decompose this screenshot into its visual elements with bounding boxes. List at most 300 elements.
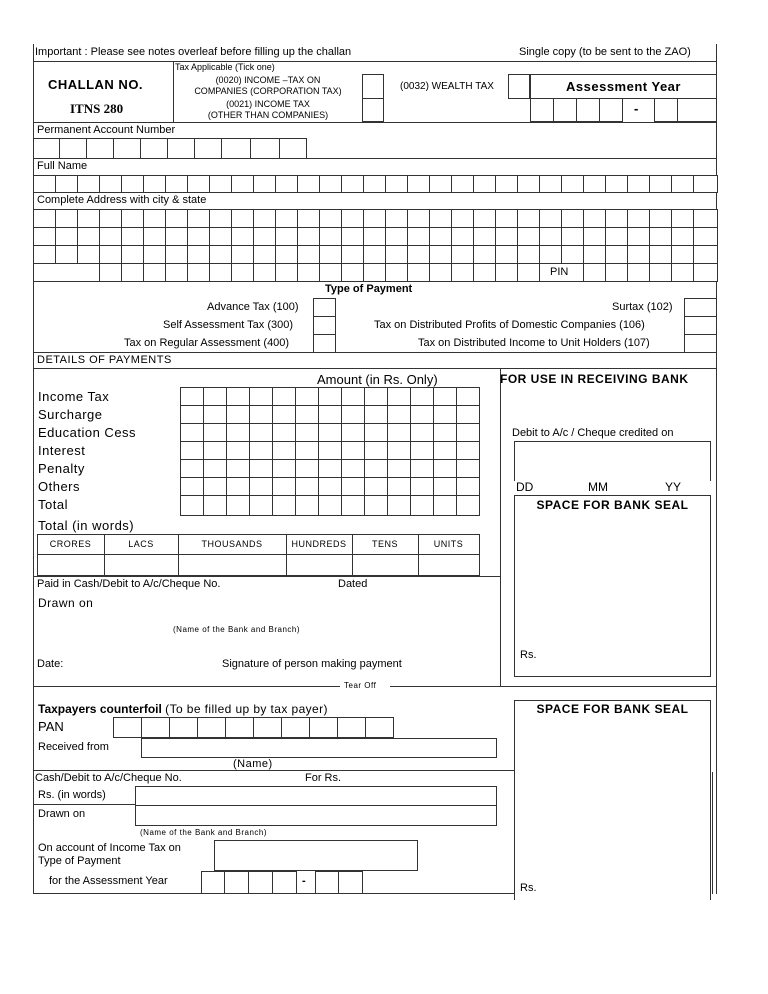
amount-digit-cell[interactable] bbox=[387, 477, 411, 496]
address-char-cell[interactable] bbox=[671, 227, 694, 246]
amount-row-label: Others bbox=[38, 479, 81, 494]
address-char-cell[interactable] bbox=[275, 209, 298, 228]
amount-digit-cell[interactable] bbox=[226, 459, 250, 478]
name-char-cell[interactable] bbox=[33, 175, 56, 193]
amount-digit-cell[interactable] bbox=[249, 423, 273, 442]
amount-digit-cell[interactable] bbox=[226, 405, 250, 424]
address-char-cell[interactable] bbox=[33, 245, 56, 264]
address-char-cell[interactable] bbox=[143, 209, 166, 228]
amount-digit-cell[interactable] bbox=[387, 387, 411, 406]
address-char-cell[interactable] bbox=[649, 245, 672, 264]
address-char-cell[interactable] bbox=[517, 263, 540, 282]
amount-digit-cell[interactable] bbox=[295, 387, 319, 406]
amount-digit-cell[interactable] bbox=[295, 459, 319, 478]
rs-words-input[interactable] bbox=[135, 786, 497, 806]
name-char-cell[interactable] bbox=[209, 175, 232, 193]
ay-digit-5[interactable] bbox=[654, 98, 678, 122]
self-assessment-checkbox[interactable] bbox=[313, 316, 336, 335]
counterfoil-ay-cell[interactable] bbox=[272, 871, 297, 894]
address-char-cell[interactable] bbox=[231, 209, 254, 228]
name-char-cell[interactable] bbox=[319, 175, 342, 193]
pin-cell[interactable] bbox=[671, 263, 694, 282]
amount-digit-cell[interactable] bbox=[410, 477, 434, 496]
address-char-cell[interactable] bbox=[99, 209, 122, 228]
address-char-cell[interactable] bbox=[539, 227, 562, 246]
address-char-cell[interactable] bbox=[561, 209, 584, 228]
pan-digit-cell[interactable] bbox=[140, 138, 168, 159]
address-char-cell[interactable] bbox=[407, 227, 430, 246]
address-char-cell[interactable] bbox=[495, 209, 518, 228]
address-char-cell[interactable] bbox=[385, 209, 408, 228]
amount-digit-cell[interactable] bbox=[318, 405, 342, 424]
name-char-cell[interactable] bbox=[187, 175, 210, 193]
amount-digit-cell[interactable] bbox=[341, 459, 365, 478]
payment-type-top-line bbox=[33, 281, 717, 282]
address-char-cell[interactable] bbox=[407, 263, 430, 282]
pan-digit-cell[interactable] bbox=[113, 138, 141, 159]
name-char-cell[interactable] bbox=[99, 175, 122, 193]
advance-tax-checkbox[interactable] bbox=[313, 298, 336, 317]
counterfoil-pan-cell[interactable] bbox=[169, 717, 198, 738]
amount-digit-cell[interactable] bbox=[364, 459, 388, 478]
address-char-cell[interactable] bbox=[693, 245, 718, 264]
address-char-cell[interactable] bbox=[363, 263, 386, 282]
distributed-profits-checkbox[interactable] bbox=[684, 316, 717, 335]
amount-digit-cell[interactable] bbox=[318, 477, 342, 496]
ay-digit-1[interactable] bbox=[530, 98, 554, 122]
pin-cell[interactable] bbox=[583, 263, 606, 282]
amount-digit-cell[interactable] bbox=[410, 405, 434, 424]
address-char-cell[interactable] bbox=[341, 245, 364, 264]
address-char-cell[interactable] bbox=[341, 209, 364, 228]
amount-digit-cell[interactable] bbox=[364, 477, 388, 496]
denomination-input-cell[interactable] bbox=[352, 554, 419, 576]
amount-digit-cell[interactable] bbox=[180, 459, 204, 478]
counterfoil-ay-cell[interactable] bbox=[338, 871, 363, 894]
address-char-cell[interactable] bbox=[693, 227, 718, 246]
address-char-cell[interactable] bbox=[165, 209, 188, 228]
address-char-cell[interactable] bbox=[671, 245, 694, 264]
address-char-cell[interactable] bbox=[187, 227, 210, 246]
address-char-cell[interactable] bbox=[209, 209, 232, 228]
pan-digit-cell[interactable] bbox=[250, 138, 280, 159]
address-char-cell[interactable] bbox=[209, 263, 232, 282]
amount-digit-cell[interactable] bbox=[318, 441, 342, 460]
address-char-cell[interactable] bbox=[165, 227, 188, 246]
address-char-cell[interactable] bbox=[451, 245, 474, 264]
amount-digit-cell[interactable] bbox=[249, 495, 273, 516]
address-char-cell[interactable] bbox=[583, 209, 606, 228]
address-char-cell[interactable] bbox=[649, 227, 672, 246]
address-char-cell[interactable] bbox=[231, 245, 254, 264]
address-char-cell[interactable] bbox=[363, 209, 386, 228]
amount-digit-cell[interactable] bbox=[387, 441, 411, 460]
address-char-cell[interactable] bbox=[429, 227, 452, 246]
counterfoil-ay-cell[interactable] bbox=[201, 871, 225, 894]
amount-digit-cell[interactable] bbox=[249, 459, 273, 478]
address-char-cell[interactable] bbox=[385, 245, 408, 264]
address-char-cell[interactable] bbox=[539, 245, 562, 264]
amount-digit-cell[interactable] bbox=[341, 477, 365, 496]
amount-digit-cell[interactable] bbox=[272, 441, 296, 460]
name-char-cell[interactable] bbox=[671, 175, 694, 193]
address-char-cell[interactable] bbox=[143, 227, 166, 246]
amount-digit-cell[interactable] bbox=[272, 459, 296, 478]
amount-digit-cell[interactable] bbox=[249, 477, 273, 496]
amount-digit-cell[interactable] bbox=[180, 495, 204, 516]
address-char-cell[interactable] bbox=[605, 209, 628, 228]
address-char-cell[interactable] bbox=[583, 227, 606, 246]
amount-digit-cell[interactable] bbox=[318, 459, 342, 478]
amount-digit-cell[interactable] bbox=[295, 495, 319, 516]
address-char-cell[interactable] bbox=[297, 263, 320, 282]
amount-digit-cell[interactable] bbox=[410, 495, 434, 516]
address-char-cell[interactable] bbox=[121, 245, 144, 264]
denomination-input-cell[interactable] bbox=[37, 554, 105, 576]
amount-digit-cell[interactable] bbox=[410, 441, 434, 460]
amount-digit-cell[interactable] bbox=[410, 423, 434, 442]
name-char-cell[interactable] bbox=[143, 175, 166, 193]
address-char-cell[interactable] bbox=[385, 263, 408, 282]
address-char-cell[interactable] bbox=[231, 227, 254, 246]
address-char-cell[interactable] bbox=[517, 227, 540, 246]
counterfoil-pan-cell[interactable] bbox=[281, 717, 310, 738]
surtax-checkbox[interactable] bbox=[684, 298, 717, 317]
ay-digit-6[interactable] bbox=[677, 98, 717, 122]
address-char-cell[interactable] bbox=[143, 245, 166, 264]
address-char-cell[interactable] bbox=[605, 245, 628, 264]
address-char-cell[interactable] bbox=[363, 227, 386, 246]
address-char-cell[interactable] bbox=[561, 227, 584, 246]
amount-digit-cell[interactable] bbox=[318, 423, 342, 442]
address-char-cell[interactable] bbox=[363, 245, 386, 264]
address-char-cell[interactable] bbox=[121, 227, 144, 246]
amount-digit-cell[interactable] bbox=[295, 441, 319, 460]
address-char-cell[interactable] bbox=[473, 227, 496, 246]
counterfoil-ay-cell[interactable] bbox=[248, 871, 273, 894]
distributed-income-checkbox[interactable] bbox=[684, 334, 717, 353]
amount-digit-cell[interactable] bbox=[272, 405, 296, 424]
name-char-cell[interactable] bbox=[561, 175, 584, 193]
address-char-cell[interactable] bbox=[385, 227, 408, 246]
name-char-cell[interactable] bbox=[275, 175, 298, 193]
address-char-cell[interactable] bbox=[627, 227, 650, 246]
address-char-cell[interactable] bbox=[121, 209, 144, 228]
denomination-input-cell[interactable] bbox=[418, 554, 480, 576]
name-char-cell[interactable] bbox=[605, 175, 628, 193]
pan-digit-cell[interactable] bbox=[167, 138, 195, 159]
address-char-cell[interactable] bbox=[319, 263, 342, 282]
address-char-cell[interactable] bbox=[33, 209, 56, 228]
address-char-cell[interactable] bbox=[77, 227, 100, 246]
amount-digit-cell[interactable] bbox=[387, 495, 411, 516]
address-char-cell[interactable] bbox=[121, 263, 144, 282]
address-char-cell[interactable] bbox=[429, 245, 452, 264]
name-char-cell[interactable] bbox=[253, 175, 276, 193]
pan-digit-cell[interactable] bbox=[33, 138, 60, 159]
name-char-cell[interactable] bbox=[517, 175, 540, 193]
amount-digit-cell[interactable] bbox=[226, 441, 250, 460]
address-char-cell[interactable] bbox=[297, 209, 320, 228]
address-char-cell[interactable] bbox=[297, 227, 320, 246]
denomination-input-cell[interactable] bbox=[178, 554, 287, 576]
address-char-cell[interactable] bbox=[231, 263, 254, 282]
amount-digit-cell[interactable] bbox=[249, 405, 273, 424]
address-char-cell[interactable] bbox=[99, 227, 122, 246]
address-char-cell[interactable] bbox=[77, 245, 100, 264]
address-char-cell[interactable] bbox=[143, 263, 166, 282]
counterfoil-pan-cell[interactable] bbox=[225, 717, 254, 738]
name-char-cell[interactable] bbox=[121, 175, 144, 193]
amount-digit-cell[interactable] bbox=[226, 423, 250, 442]
counterfoil-pan-label: PAN bbox=[38, 719, 64, 734]
name-char-cell[interactable] bbox=[165, 175, 188, 193]
amount-digit-cell[interactable] bbox=[272, 423, 296, 442]
name-char-cell[interactable] bbox=[539, 175, 562, 193]
amount-digit-cell[interactable] bbox=[387, 423, 411, 442]
amount-digit-cell[interactable] bbox=[341, 405, 365, 424]
address-char-cell[interactable] bbox=[539, 209, 562, 228]
amount-digit-cell[interactable] bbox=[295, 405, 319, 424]
address-char-cell[interactable] bbox=[253, 227, 276, 246]
pan-digit-cell[interactable] bbox=[279, 138, 307, 159]
address-char-cell[interactable] bbox=[495, 263, 518, 282]
counterfoil-pan-cell[interactable] bbox=[197, 717, 226, 738]
address-char-cell[interactable] bbox=[77, 209, 100, 228]
address-char-cell[interactable] bbox=[319, 245, 342, 264]
amount-digit-cell[interactable] bbox=[433, 477, 457, 496]
address-char-cell[interactable] bbox=[253, 209, 276, 228]
amount-digit-cell[interactable] bbox=[249, 441, 273, 460]
address-char-cell[interactable] bbox=[473, 263, 496, 282]
amount-digit-cell[interactable] bbox=[433, 423, 457, 442]
received-from-input[interactable] bbox=[141, 738, 497, 758]
amount-digit-cell[interactable] bbox=[180, 423, 204, 442]
amount-digit-cell[interactable] bbox=[203, 387, 227, 406]
amount-digit-cell[interactable] bbox=[364, 405, 388, 424]
amount-digit-cell[interactable] bbox=[249, 387, 273, 406]
address-char-cell[interactable] bbox=[55, 227, 78, 246]
name-char-cell[interactable] bbox=[77, 175, 100, 193]
name-char-cell[interactable] bbox=[341, 175, 364, 193]
amount-digit-cell[interactable] bbox=[318, 387, 342, 406]
name-char-cell[interactable] bbox=[231, 175, 254, 193]
amount-digit-cell[interactable] bbox=[433, 387, 457, 406]
amount-digit-cell[interactable] bbox=[341, 441, 365, 460]
amount-digit-cell[interactable] bbox=[180, 405, 204, 424]
amount-digit-cell[interactable] bbox=[341, 423, 365, 442]
address-char-cell[interactable] bbox=[495, 227, 518, 246]
amount-digit-cell[interactable] bbox=[433, 441, 457, 460]
amount-digit-cell[interactable] bbox=[456, 423, 480, 442]
amount-digit-cell[interactable] bbox=[364, 423, 388, 442]
name-char-cell[interactable] bbox=[451, 175, 474, 193]
name-char-cell[interactable] bbox=[473, 175, 496, 193]
amount-digit-cell[interactable] bbox=[364, 441, 388, 460]
counterfoil-pan-cell[interactable] bbox=[309, 717, 338, 738]
address-char-cell[interactable] bbox=[451, 209, 474, 228]
address-char-cell[interactable] bbox=[407, 209, 430, 228]
address-char-cell[interactable] bbox=[253, 263, 276, 282]
address-char-cell[interactable] bbox=[275, 263, 298, 282]
denomination-input-cell[interactable] bbox=[286, 554, 353, 576]
name-char-cell[interactable] bbox=[693, 175, 718, 193]
amount-digit-cell[interactable] bbox=[318, 495, 342, 516]
amount-digit-cell[interactable] bbox=[387, 459, 411, 478]
address-char-cell[interactable] bbox=[583, 245, 606, 264]
counterfoil-ay-cell[interactable] bbox=[224, 871, 249, 894]
amount-digit-cell[interactable] bbox=[456, 495, 480, 516]
address-char-cell[interactable] bbox=[341, 263, 364, 282]
address-char-cell[interactable] bbox=[99, 245, 122, 264]
address-char-cell[interactable] bbox=[165, 245, 188, 264]
amount-digit-cell[interactable] bbox=[295, 477, 319, 496]
pin-cell[interactable] bbox=[693, 263, 718, 282]
denomination-header-label: LACS bbox=[128, 539, 154, 549]
address-char-cell[interactable] bbox=[407, 245, 430, 264]
cf-drawn-on-input[interactable] bbox=[135, 805, 497, 826]
amount-digit-cell[interactable] bbox=[433, 405, 457, 424]
address-char-cell[interactable] bbox=[319, 209, 342, 228]
address-char-cell[interactable] bbox=[473, 245, 496, 264]
address-char-cell[interactable] bbox=[297, 245, 320, 264]
amount-digit-cell[interactable] bbox=[456, 477, 480, 496]
address-char-cell[interactable] bbox=[649, 209, 672, 228]
address-char-cell[interactable] bbox=[319, 227, 342, 246]
address-char-cell[interactable] bbox=[165, 263, 188, 282]
amount-digit-cell[interactable] bbox=[456, 405, 480, 424]
pin-cell[interactable] bbox=[627, 263, 650, 282]
counterfoil-pan-cell[interactable] bbox=[337, 717, 366, 738]
address-char-cell[interactable] bbox=[429, 263, 452, 282]
amount-digit-cell[interactable] bbox=[433, 459, 457, 478]
amount-digit-cell[interactable] bbox=[203, 495, 227, 516]
address-char-cell[interactable] bbox=[429, 209, 452, 228]
debit-credited-date-box[interactable] bbox=[514, 441, 711, 481]
address-char-cell[interactable] bbox=[55, 209, 78, 228]
name-char-cell[interactable] bbox=[407, 175, 430, 193]
name-char-cell[interactable] bbox=[297, 175, 320, 193]
pan-digit-cell[interactable] bbox=[59, 138, 87, 159]
denomination-input-cell[interactable] bbox=[104, 554, 179, 576]
ay-digit-4[interactable] bbox=[599, 98, 623, 122]
opt-0021-checkbox[interactable] bbox=[362, 98, 384, 122]
address-char-cell[interactable] bbox=[451, 227, 474, 246]
amount-digit-cell[interactable] bbox=[341, 387, 365, 406]
address-char-cell[interactable] bbox=[253, 245, 276, 264]
pan-digit-cell[interactable] bbox=[221, 138, 251, 159]
pin-cell[interactable] bbox=[605, 263, 628, 282]
address-char-cell[interactable] bbox=[209, 245, 232, 264]
address-char-cell[interactable] bbox=[187, 245, 210, 264]
name-char-cell[interactable] bbox=[55, 175, 78, 193]
name-char-cell[interactable] bbox=[363, 175, 386, 193]
amount-digit-cell[interactable] bbox=[203, 423, 227, 442]
amount-digit-cell[interactable] bbox=[272, 495, 296, 516]
amount-digit-cell[interactable] bbox=[456, 459, 480, 478]
address-char-cell[interactable] bbox=[473, 209, 496, 228]
address-char-cell[interactable] bbox=[495, 245, 518, 264]
on-account-input[interactable] bbox=[214, 840, 418, 871]
address-char-cell[interactable] bbox=[561, 245, 584, 264]
amount-digit-cell[interactable] bbox=[364, 495, 388, 516]
counterfoil-pan-cell[interactable] bbox=[113, 717, 142, 738]
address-char-cell[interactable] bbox=[341, 227, 364, 246]
amount-digit-cell[interactable] bbox=[410, 387, 434, 406]
amount-digit-cell[interactable] bbox=[203, 405, 227, 424]
ay-digit-2[interactable] bbox=[553, 98, 577, 122]
amount-digit-cell[interactable] bbox=[341, 495, 365, 516]
opt-0020-checkbox[interactable] bbox=[362, 74, 384, 99]
address-char-cell[interactable] bbox=[517, 245, 540, 264]
counterfoil-pan-cell[interactable] bbox=[365, 717, 394, 738]
amount-digit-cell[interactable] bbox=[410, 459, 434, 478]
amount-digit-cell[interactable] bbox=[295, 423, 319, 442]
address-char-cell[interactable] bbox=[671, 209, 694, 228]
address-char-cell[interactable] bbox=[605, 227, 628, 246]
address-char-cell[interactable] bbox=[275, 227, 298, 246]
ay-digit-3[interactable] bbox=[576, 98, 600, 122]
amount-digit-cell[interactable] bbox=[180, 441, 204, 460]
address-char-cell[interactable] bbox=[517, 209, 540, 228]
counterfoil-pan-cell[interactable] bbox=[141, 717, 170, 738]
amount-digit-cell[interactable] bbox=[226, 477, 250, 496]
address-char-cell[interactable] bbox=[55, 245, 78, 264]
amount-digit-cell[interactable] bbox=[180, 387, 204, 406]
form-left-border bbox=[33, 44, 34, 894]
name-char-cell[interactable] bbox=[495, 175, 518, 193]
amount-digit-cell[interactable] bbox=[203, 441, 227, 460]
amount-digit-cell[interactable] bbox=[456, 441, 480, 460]
amount-digit-cell[interactable] bbox=[456, 387, 480, 406]
name-char-cell[interactable] bbox=[583, 175, 606, 193]
address-char-cell[interactable] bbox=[275, 245, 298, 264]
address-char-cell[interactable] bbox=[33, 263, 100, 282]
address-char-cell[interactable] bbox=[693, 209, 718, 228]
address-char-cell[interactable] bbox=[451, 263, 474, 282]
regular-assessment-checkbox[interactable] bbox=[313, 334, 336, 353]
amount-digit-cell[interactable] bbox=[180, 477, 204, 496]
pin-cell[interactable] bbox=[649, 263, 672, 282]
address-char-cell[interactable] bbox=[99, 263, 122, 282]
amount-digit-cell[interactable] bbox=[433, 495, 457, 516]
amount-digit-cell[interactable] bbox=[226, 495, 250, 516]
address-char-cell[interactable] bbox=[187, 263, 210, 282]
pan-digit-cell[interactable] bbox=[86, 138, 114, 159]
amount-digit-cell[interactable] bbox=[272, 477, 296, 496]
address-char-cell[interactable] bbox=[627, 209, 650, 228]
address-char-cell[interactable] bbox=[187, 209, 210, 228]
opt-0032-checkbox[interactable] bbox=[508, 74, 530, 99]
address-char-cell[interactable] bbox=[627, 245, 650, 264]
counterfoil-ay-cell[interactable] bbox=[315, 871, 339, 894]
address-char-cell[interactable] bbox=[33, 227, 56, 246]
amount-digit-cell[interactable] bbox=[364, 387, 388, 406]
name-char-cell[interactable] bbox=[429, 175, 452, 193]
name-char-cell[interactable] bbox=[385, 175, 408, 193]
address-char-cell[interactable] bbox=[209, 227, 232, 246]
name-char-cell[interactable] bbox=[649, 175, 672, 193]
name-char-cell[interactable] bbox=[627, 175, 650, 193]
denomination-header-label: THOUSANDS bbox=[201, 539, 263, 549]
amount-digit-cell[interactable] bbox=[272, 387, 296, 406]
counterfoil-pan-cell[interactable] bbox=[253, 717, 282, 738]
amount-digit-cell[interactable] bbox=[203, 459, 227, 478]
amount-digit-cell[interactable] bbox=[226, 387, 250, 406]
amount-digit-cell[interactable] bbox=[203, 477, 227, 496]
amount-digit-cell[interactable] bbox=[387, 405, 411, 424]
pan-digit-cell[interactable] bbox=[194, 138, 222, 159]
